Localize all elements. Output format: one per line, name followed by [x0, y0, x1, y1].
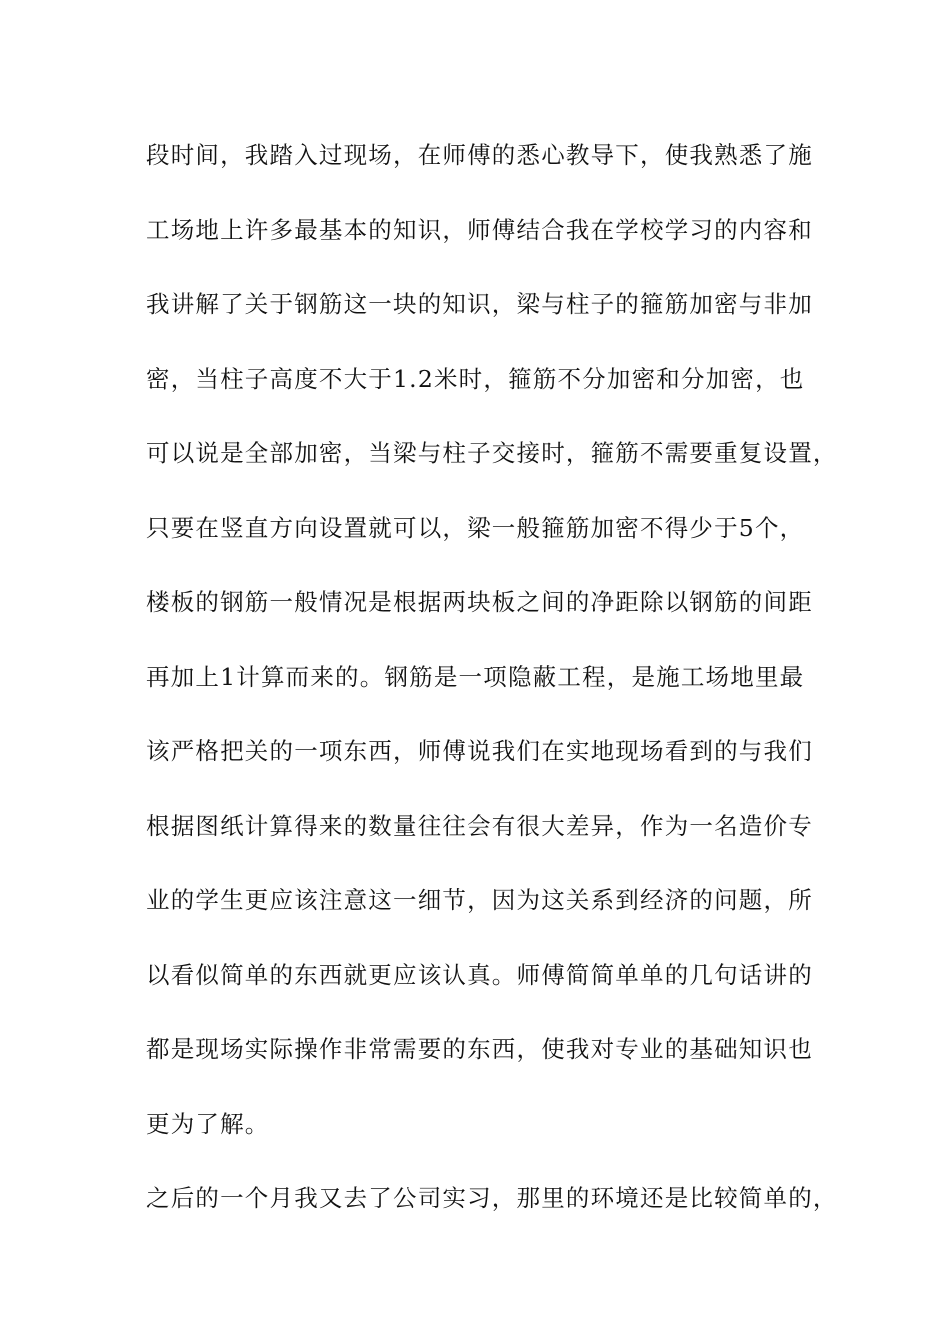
text-line-8: 再加上1计算而来的。钢筋是一项隐蔽工程，是施工场地里最	[146, 662, 805, 691]
body-text	[146, 133, 838, 1251]
text-line-6: 只要在竖直方向设置就可以，梁一般箍筋加密不得少于5个，	[146, 513, 805, 542]
text-line-2: 工场地上许多最基本的知识，师傅结合我在学校学习的内容和	[146, 215, 813, 244]
text-line-5: 可以说是全部加密，当梁与柱子交接时，箍筋不需要重复设置，	[146, 439, 838, 467]
text-line-15: 之后的一个月我又去了公司实习，那里的环境还是比较简单的，	[146, 1184, 838, 1212]
text-line-12: 以看似简单的东西就更应该认真。师傅简简单单的几句话讲的	[146, 960, 813, 989]
text-line-14: 更为了解。	[146, 1109, 270, 1138]
text-line-11: 业的学生更应该注意这一细节，因为这关系到经济的问题，所	[146, 886, 813, 914]
text-line-1: 段时间，我踏入过现场，在师傅的悉心教导下，使我熟悉了施	[146, 141, 813, 169]
text-line-3: 我讲解了关于钢筋这一块的知识，梁与柱子的箍筋加密与非加	[146, 290, 813, 318]
text-line-7: 楼板的钢筋一般情况是根据两块板之间的净距除以钢筋的间距	[146, 588, 813, 616]
text-line-10: 根据图纸计算得来的数量往往会有很大差异，作为一名造价专	[146, 811, 813, 840]
text-line-13: 都是现场实际操作非常需要的东西，使我对专业的基础知识也	[146, 1035, 813, 1063]
text-line-4: 密，当柱子高度不大于1.2米时，箍筋不分加密和分加密，也	[146, 364, 805, 393]
text-line-9: 该严格把关的一项东西，师傅说我们在实地现场看到的与我们	[146, 737, 813, 765]
